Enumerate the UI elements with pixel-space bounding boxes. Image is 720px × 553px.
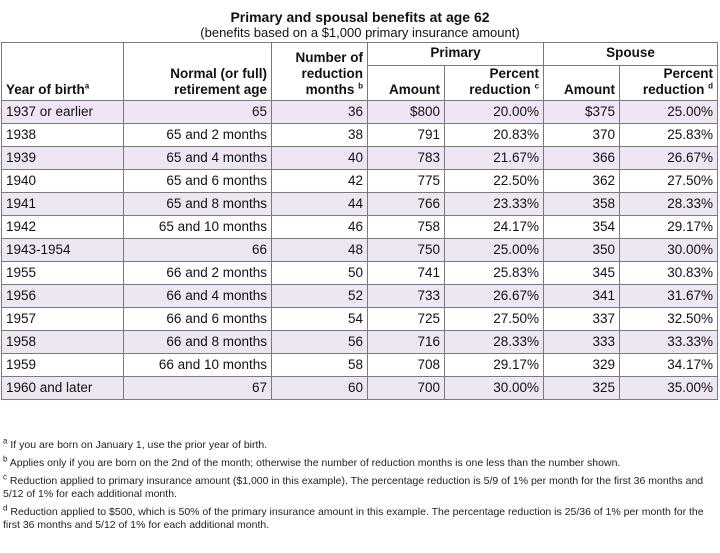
footnote-mark: d bbox=[3, 503, 8, 513]
cell-spouse-percent: 26.67% bbox=[620, 147, 718, 170]
table-row bbox=[2, 262, 718, 285]
header-spouse-amount: Amount bbox=[544, 66, 620, 101]
cell-retirement-age: 66 and 4 months bbox=[124, 285, 272, 308]
cell-primary-percent: 25.83% bbox=[445, 262, 544, 285]
cell-primary-amount: 791 bbox=[368, 124, 445, 147]
cell-spouse-percent: 25.83% bbox=[620, 124, 718, 147]
header-year-of-birth-label: Year of birth bbox=[6, 82, 85, 97]
header-primary-percent bbox=[445, 66, 544, 101]
footnote-marker-d: d bbox=[708, 81, 714, 91]
cell-reduction-months: 46 bbox=[272, 216, 368, 239]
table-row bbox=[2, 377, 718, 400]
cell-spouse-percent: 30.83% bbox=[620, 262, 718, 285]
table-row bbox=[2, 331, 718, 354]
header-primary-percent-label: Percent reduction bbox=[469, 66, 540, 97]
cell-year-of-birth: 1958 bbox=[2, 331, 124, 354]
cell-primary-amount: 708 bbox=[368, 354, 445, 377]
footnote-marker-a: a bbox=[84, 81, 90, 91]
header-normal-retirement-age-label: Normal (or full) retirement age bbox=[170, 66, 267, 97]
cell-primary-amount: 750 bbox=[368, 239, 445, 262]
cell-reduction-months: 42 bbox=[272, 170, 368, 193]
cell-reduction-months: 36 bbox=[272, 101, 368, 124]
table-title: Primary and spousal benefits at age 62 bbox=[230, 9, 490, 25]
cell-reduction-months: 58 bbox=[272, 354, 368, 377]
cell-primary-amount: 758 bbox=[368, 216, 445, 239]
header-reduction-months bbox=[272, 43, 368, 101]
footnote-text: Applies only if you are born on the 2nd of the month; otherwise the number of reduction months is one less than the number shown. bbox=[9, 457, 621, 469]
header-normal-retirement-age bbox=[124, 43, 272, 101]
cell-spouse-percent: 32.50% bbox=[620, 308, 718, 331]
table-row bbox=[2, 147, 718, 170]
header-group-row bbox=[2, 43, 718, 66]
cell-spouse-percent: 27.50% bbox=[620, 170, 718, 193]
cell-year-of-birth: 1940 bbox=[2, 170, 124, 193]
cell-primary-percent: 30.00% bbox=[445, 377, 544, 400]
cell-reduction-months: 48 bbox=[272, 239, 368, 262]
cell-reduction-months: 54 bbox=[272, 308, 368, 331]
cell-primary-amount: 766 bbox=[368, 193, 445, 216]
table-row bbox=[2, 308, 718, 331]
cell-spouse-amount: $375 bbox=[544, 101, 620, 124]
footnote-mark: a bbox=[3, 436, 8, 446]
footnote-marker-c: c bbox=[534, 81, 540, 91]
footnotes bbox=[3, 436, 715, 537]
header-spouse-percent bbox=[620, 66, 718, 101]
cell-primary-percent: 27.50% bbox=[445, 308, 544, 331]
cell-spouse-percent: 29.17% bbox=[620, 216, 718, 239]
footnote-text: Reduction applied to primary insurance amount ($1,000 in this example). The percentage reduction is 5/9 of 1% per month for the first 36 months and 5/12 of 1% for each additional month. bbox=[3, 475, 704, 500]
footnote-text: Reduction applied to $500, which is 50% of the primary insurance amount in this example. The percentage reduction is 25/36 of 1% per month for the first 36 months and 5/12 of 1% for each additional month. bbox=[3, 506, 704, 531]
cell-primary-amount: 741 bbox=[368, 262, 445, 285]
cell-spouse-percent: 25.00% bbox=[620, 101, 718, 124]
cell-primary-percent: 23.33% bbox=[445, 193, 544, 216]
footnote-mark: c bbox=[3, 472, 7, 482]
footnote-text: If you are born on January 1, use the prior year of birth. bbox=[10, 439, 268, 451]
cell-spouse-amount: 333 bbox=[544, 331, 620, 354]
cell-primary-amount: 783 bbox=[368, 147, 445, 170]
cell-primary-percent: 28.33% bbox=[445, 331, 544, 354]
cell-retirement-age: 65 and 10 months bbox=[124, 216, 272, 239]
footnote-b bbox=[3, 454, 715, 470]
cell-primary-amount: 700 bbox=[368, 377, 445, 400]
cell-year-of-birth: 1938 bbox=[2, 124, 124, 147]
cell-year-of-birth: 1941 bbox=[2, 193, 124, 216]
cell-reduction-months: 60 bbox=[272, 377, 368, 400]
cell-retirement-age: 66 and 6 months bbox=[124, 308, 272, 331]
cell-retirement-age: 66 and 2 months bbox=[124, 262, 272, 285]
cell-spouse-percent: 34.17% bbox=[620, 354, 718, 377]
table-row bbox=[2, 285, 718, 308]
table-body bbox=[2, 101, 718, 400]
header-spouse-percent-label: Percent reduction bbox=[642, 66, 714, 97]
cell-retirement-age: 65 and 6 months bbox=[124, 170, 272, 193]
cell-year-of-birth: 1955 bbox=[2, 262, 124, 285]
cell-spouse-percent: 31.67% bbox=[620, 285, 718, 308]
cell-primary-percent: 24.17% bbox=[445, 216, 544, 239]
cell-spouse-amount: 366 bbox=[544, 147, 620, 170]
cell-spouse-amount: 362 bbox=[544, 170, 620, 193]
cell-primary-amount: 716 bbox=[368, 331, 445, 354]
header-reduction-months-label: Number of reduction months bbox=[295, 50, 363, 97]
footnote-marker-b: b bbox=[358, 81, 363, 91]
header-primary-group: Primary bbox=[368, 43, 544, 66]
table-row bbox=[2, 124, 718, 147]
table-row bbox=[2, 193, 718, 216]
cell-primary-percent: 26.67% bbox=[445, 285, 544, 308]
cell-primary-percent: 25.00% bbox=[445, 239, 544, 262]
cell-spouse-amount: 345 bbox=[544, 262, 620, 285]
cell-primary-percent: 20.83% bbox=[445, 124, 544, 147]
header-primary-amount: Amount bbox=[368, 66, 445, 101]
cell-reduction-months: 56 bbox=[272, 331, 368, 354]
table-row bbox=[2, 170, 718, 193]
cell-year-of-birth: 1939 bbox=[2, 147, 124, 170]
benefits-table bbox=[1, 42, 718, 400]
cell-year-of-birth: 1956 bbox=[2, 285, 124, 308]
cell-spouse-amount: 341 bbox=[544, 285, 620, 308]
cell-primary-amount: 775 bbox=[368, 170, 445, 193]
table-header bbox=[2, 43, 718, 101]
cell-year-of-birth: 1943-1954 bbox=[2, 239, 124, 262]
cell-spouse-percent: 30.00% bbox=[620, 239, 718, 262]
cell-spouse-percent: 35.00% bbox=[620, 377, 718, 400]
cell-spouse-amount: 358 bbox=[544, 193, 620, 216]
table-row bbox=[2, 239, 718, 262]
cell-primary-percent: 22.50% bbox=[445, 170, 544, 193]
footnote-mark: b bbox=[3, 454, 8, 464]
footnote-d bbox=[3, 503, 715, 532]
cell-year-of-birth: 1937 or earlier bbox=[2, 101, 124, 124]
cell-year-of-birth: 1960 and later bbox=[2, 377, 124, 400]
cell-primary-percent: 20.00% bbox=[445, 101, 544, 124]
table-row bbox=[2, 101, 718, 124]
header-year-of-birth bbox=[2, 43, 124, 101]
cell-primary-amount: 725 bbox=[368, 308, 445, 331]
table-subtitle: (benefits based on a $1,000 primary insurance amount) bbox=[200, 25, 520, 40]
cell-retirement-age: 65 and 8 months bbox=[124, 193, 272, 216]
cell-retirement-age: 65 and 2 months bbox=[124, 124, 272, 147]
footnote-c bbox=[3, 472, 715, 501]
cell-reduction-months: 52 bbox=[272, 285, 368, 308]
cell-spouse-amount: 350 bbox=[544, 239, 620, 262]
cell-reduction-months: 38 bbox=[272, 124, 368, 147]
table-row bbox=[2, 354, 718, 377]
cell-spouse-amount: 325 bbox=[544, 377, 620, 400]
cell-spouse-percent: 28.33% bbox=[620, 193, 718, 216]
cell-year-of-birth: 1957 bbox=[2, 308, 124, 331]
cell-year-of-birth: 1942 bbox=[2, 216, 124, 239]
cell-retirement-age: 66 and 10 months bbox=[124, 354, 272, 377]
cell-retirement-age: 67 bbox=[124, 377, 272, 400]
cell-primary-amount: $800 bbox=[368, 101, 445, 124]
header-spouse-group: Spouse bbox=[544, 43, 718, 66]
cell-spouse-amount: 354 bbox=[544, 216, 620, 239]
cell-spouse-amount: 370 bbox=[544, 124, 620, 147]
cell-primary-percent: 29.17% bbox=[445, 354, 544, 377]
cell-retirement-age: 66 and 8 months bbox=[124, 331, 272, 354]
cell-primary-amount: 733 bbox=[368, 285, 445, 308]
cell-reduction-months: 40 bbox=[272, 147, 368, 170]
cell-spouse-percent: 33.33% bbox=[620, 331, 718, 354]
cell-year-of-birth: 1959 bbox=[2, 354, 124, 377]
footnote-a bbox=[3, 436, 715, 452]
cell-retirement-age: 66 bbox=[124, 239, 272, 262]
cell-primary-percent: 21.67% bbox=[445, 147, 544, 170]
table-row bbox=[2, 216, 718, 239]
cell-reduction-months: 50 bbox=[272, 262, 368, 285]
cell-retirement-age: 65 and 4 months bbox=[124, 147, 272, 170]
cell-reduction-months: 44 bbox=[272, 193, 368, 216]
cell-retirement-age: 65 bbox=[124, 101, 272, 124]
cell-spouse-amount: 337 bbox=[544, 308, 620, 331]
cell-spouse-amount: 329 bbox=[544, 354, 620, 377]
